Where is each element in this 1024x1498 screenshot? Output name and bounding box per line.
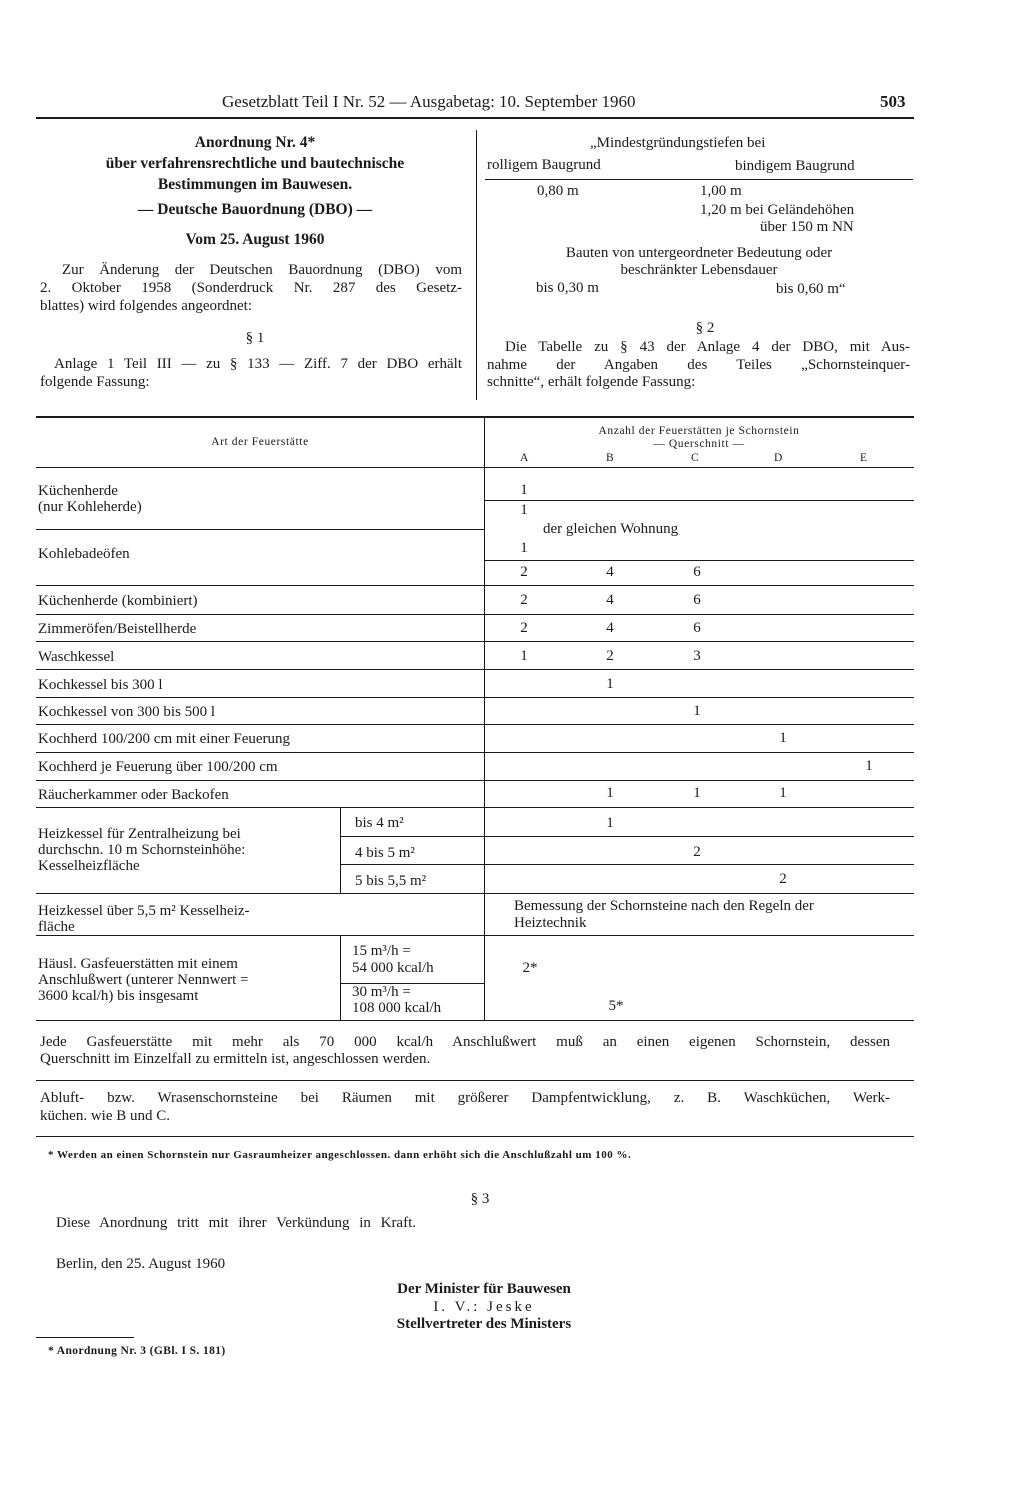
gas-sub-2b: 108 000 kcal/h xyxy=(352,1000,442,1016)
row-label-heizkessel-ueber-2: fläche xyxy=(38,919,75,935)
column-b-header: B xyxy=(606,452,615,464)
gas-note-line1: Jede Gasfeuerstätte mit mehr als 70 000 kcal/h Anschlußwert muß an einen eigenen Schornstein, dessen xyxy=(40,1034,890,1050)
sub-column-divider xyxy=(340,807,341,893)
header-anzahl-line1: Anzahl der Feuerstätten je Schornstein xyxy=(598,425,800,437)
row-label-heizkessel-1: Heizkessel für Zentralheizung bei xyxy=(38,826,241,842)
place-date: Berlin, den 25. August 1960 xyxy=(56,1256,226,1272)
page-footnote: * Anordnung Nr. 3 (GBl. I S. 181) xyxy=(48,1345,226,1357)
table-cell: 2* xyxy=(522,960,538,976)
depth-rollig-value: 0,80 m xyxy=(537,183,579,199)
table-cell: 3 xyxy=(693,648,701,664)
row-label-raeucherkammer: Räucherkammer oder Backofen xyxy=(38,787,229,803)
row-label-kochkessel-500: Kochkessel von 300 bis 500 l xyxy=(38,704,216,720)
intro-line3: blattes) wird folgendes angeordnet: xyxy=(40,298,253,314)
abluft-note-line1: Abluft- bzw. Wrasenschornsteine bei Räumen mit größerer Dampfentwicklung, z. B. Waschküchen, Werk- xyxy=(40,1090,890,1106)
running-title: Gesetzblatt Teil I Nr. 52 — Ausgabetag: 10. September 1960 xyxy=(222,92,636,111)
section1-heading: § 1 xyxy=(245,330,265,346)
header-art-der-feuerstaette: Art der Feuerstätte xyxy=(211,436,309,448)
table-cell: 5* xyxy=(608,998,624,1014)
table-cell: 1 xyxy=(520,648,528,664)
row-rule xyxy=(36,641,914,642)
heizkessel-sub-3: 5 bis 5,5 m² xyxy=(355,873,427,889)
ordinance-title-line1: Anordnung Nr. 4* xyxy=(194,134,316,151)
row-rule xyxy=(484,560,914,561)
intro-line2: 2. Oktober 1958 (Sonderdruck Nr. 287 des Gesetz- xyxy=(40,280,462,296)
sub-column-divider xyxy=(340,935,341,1020)
row-rule xyxy=(36,752,914,753)
table-cell: 1 xyxy=(693,703,701,719)
table-cell: 4 xyxy=(606,620,614,636)
row-rule xyxy=(484,500,914,501)
row-label-heizkessel-2: durchschn. 10 m Schornsteinhöhe: xyxy=(38,842,246,858)
minor-buildings-line2: beschränkter Lebensdauer xyxy=(620,262,778,278)
table-cell: 1 xyxy=(779,730,787,746)
row-label-heizkessel-3: Kesselheizfläche xyxy=(38,858,140,874)
table-cell: 2 xyxy=(779,871,787,887)
section3-text: Diese Anordnung tritt mit ihrer Verkündung in Kraft. xyxy=(56,1215,417,1231)
table-cell: 1 xyxy=(606,676,614,692)
note-rule xyxy=(36,1080,914,1081)
bemessung-line1: Bemessung der Schornsteine nach den Regeln der xyxy=(514,898,814,914)
minor-rollig-value: bis 0,30 m xyxy=(536,280,599,296)
page-number: 503 xyxy=(880,92,906,111)
signer-title: Der Minister für Bauwesen xyxy=(397,1281,571,1297)
bemessung-line2: Heiztechnik xyxy=(514,915,587,931)
gas-note-line2: Querschnitt im Einzelfall zu ermitteln ist, angeschlossen werden. xyxy=(40,1051,431,1067)
table-cell: 2 xyxy=(520,620,528,636)
row-rule xyxy=(36,614,914,615)
table-cell: 1 xyxy=(606,785,614,801)
row-rule xyxy=(36,697,914,698)
minor-bindig-value: bis 0,60 m“ xyxy=(776,281,846,297)
column-a-header: A xyxy=(520,452,529,464)
row-label-gas-1: Häusl. Gasfeuerstätten mit einem xyxy=(38,956,238,972)
depth-col-bindig: bindigem Baugrund xyxy=(735,158,855,174)
ordinance-title-line3: Bestimmungen im Bauwesen. xyxy=(157,176,353,193)
gas-sub-1b: 54 000 kcal/h xyxy=(352,960,434,976)
row-rule xyxy=(36,893,914,894)
header-anzahl-line2: — Querschnitt — xyxy=(653,438,745,450)
table-main-divider xyxy=(484,418,485,1020)
column-divider xyxy=(476,130,477,400)
column-e-header: E xyxy=(860,452,868,464)
row-rule xyxy=(36,807,914,808)
section2-line2: nahme der Angaben des Teiles „Schornsteinquer- xyxy=(487,357,910,373)
signer-role: Stellvertreter des Ministers xyxy=(396,1316,572,1332)
table-footnote: * Werden an einen Schornstein nur Gasraumheizer angeschlossen. dann erhöht sich die Anschlußzahl um 100 %. xyxy=(48,1149,632,1161)
heizkessel-sub-1: bis 4 m² xyxy=(355,815,404,831)
row-label-gas-3: 3600 kcal/h) bis insgesamt xyxy=(38,988,199,1004)
table-cell: 4 xyxy=(606,592,614,608)
section2-heading: § 2 xyxy=(695,320,715,336)
row-label-kochherd-einer: Kochherd 100/200 cm mit einer Feuerung xyxy=(38,731,291,747)
table-cell: 2 xyxy=(520,564,528,580)
section2-line1: Die Tabelle zu § 43 der Anlage 4 der DBO, mit Aus- xyxy=(505,339,910,355)
table-cell: 1 xyxy=(520,502,528,518)
row-label-kochherd-je: Kochherd je Feuerung über 100/200 cm xyxy=(38,759,278,775)
table-cell: 2 xyxy=(693,844,701,860)
table-cell: 6 xyxy=(693,592,701,608)
row-label-kochkessel-300: Kochkessel bis 300 l xyxy=(38,677,163,693)
row-label-kuechenherde-1: Küchenherde xyxy=(38,483,118,499)
table-cell: 1 xyxy=(779,785,787,801)
same-apartment-note: der gleichen Wohnung xyxy=(543,521,679,537)
table-cell: 1 xyxy=(520,540,528,556)
abluft-note-line2: küchen. wie B und C. xyxy=(40,1108,170,1124)
table-cell: 2 xyxy=(520,592,528,608)
heizkessel-sub-2: 4 bis 5 m² xyxy=(355,845,415,861)
note-rule xyxy=(36,1136,914,1137)
section2-line3: schnitte“, erhält folgende Fassung: xyxy=(487,374,696,390)
row-rule xyxy=(36,529,484,530)
row-rule xyxy=(36,780,914,781)
ordinance-title-line4: — Deutsche Bauordnung (DBO) — xyxy=(137,201,373,218)
table-cell: 6 xyxy=(693,620,701,636)
section1-line2: folgende Fassung: xyxy=(40,374,150,390)
header-rule xyxy=(36,117,914,119)
column-d-header: D xyxy=(774,452,783,464)
table-top-rule xyxy=(36,416,914,418)
table-cell: 6 xyxy=(693,564,701,580)
row-rule xyxy=(340,836,914,837)
depth-bindig-value1: 1,00 m xyxy=(700,183,742,199)
minor-buildings-line1: Bauten von untergeordneter Bedeutung oder xyxy=(565,245,833,261)
row-label-zimmeroefen: Zimmeröfen/Beistellherde xyxy=(38,621,197,637)
table-bottom-rule xyxy=(36,1020,914,1021)
depth-col-rollig: rolligem Baugrund xyxy=(487,157,601,173)
row-label-kuechenherde-2: (nur Kohleherde) xyxy=(38,499,142,515)
gas-sub-1a: 15 m³/h = xyxy=(352,943,411,959)
depth-bindig-value2: 1,20 m bei Geländehöhen xyxy=(700,202,855,218)
row-label-gas-2: Anschlußwert (unterer Nennwert = xyxy=(38,972,249,988)
row-rule xyxy=(36,585,914,586)
row-label-kohlebadeoefen: Kohlebadeöfen xyxy=(38,546,130,562)
depth-title: „Mindestgründungstiefen bei xyxy=(590,135,766,151)
table-cell: 2 xyxy=(606,648,614,664)
row-label-kombiniert: Küchenherde (kombiniert) xyxy=(38,593,198,609)
table-cell: 1 xyxy=(606,815,614,831)
table-cell: 1 xyxy=(520,482,528,498)
table-header-rule xyxy=(36,467,914,468)
ordinance-date: Vom 25. August 1960 xyxy=(185,231,325,248)
depth-bindig-value3: über 150 m NN xyxy=(760,219,854,235)
row-rule xyxy=(340,864,914,865)
row-rule xyxy=(36,724,914,725)
row-label-waschkessel: Waschkessel xyxy=(38,649,115,665)
gas-sub-2a: 30 m³/h = xyxy=(352,984,411,1000)
section3-heading: § 3 xyxy=(470,1191,490,1207)
table-cell: 1 xyxy=(865,758,873,774)
row-rule xyxy=(36,935,914,936)
table-cell: 4 xyxy=(606,564,614,580)
footnote-rule xyxy=(36,1337,134,1338)
row-rule xyxy=(36,669,914,670)
intro-line1: Zur Änderung der Deutschen Bauordnung (DBO) vom xyxy=(62,262,462,278)
table-cell: 1 xyxy=(693,785,701,801)
column-c-header: C xyxy=(691,452,700,464)
depth-rule xyxy=(485,179,913,180)
row-label-heizkessel-ueber-1: Heizkessel über 5,5 m² Kesselheiz- xyxy=(38,903,250,919)
section1-line1: Anlage 1 Teil III — zu § 133 — Ziff. 7 der DBO erhält xyxy=(54,356,462,372)
ordinance-title-line2: über verfahrensrechtliche und bautechnische xyxy=(105,155,405,172)
signer-name: I. V.: Jeske xyxy=(433,1299,535,1315)
